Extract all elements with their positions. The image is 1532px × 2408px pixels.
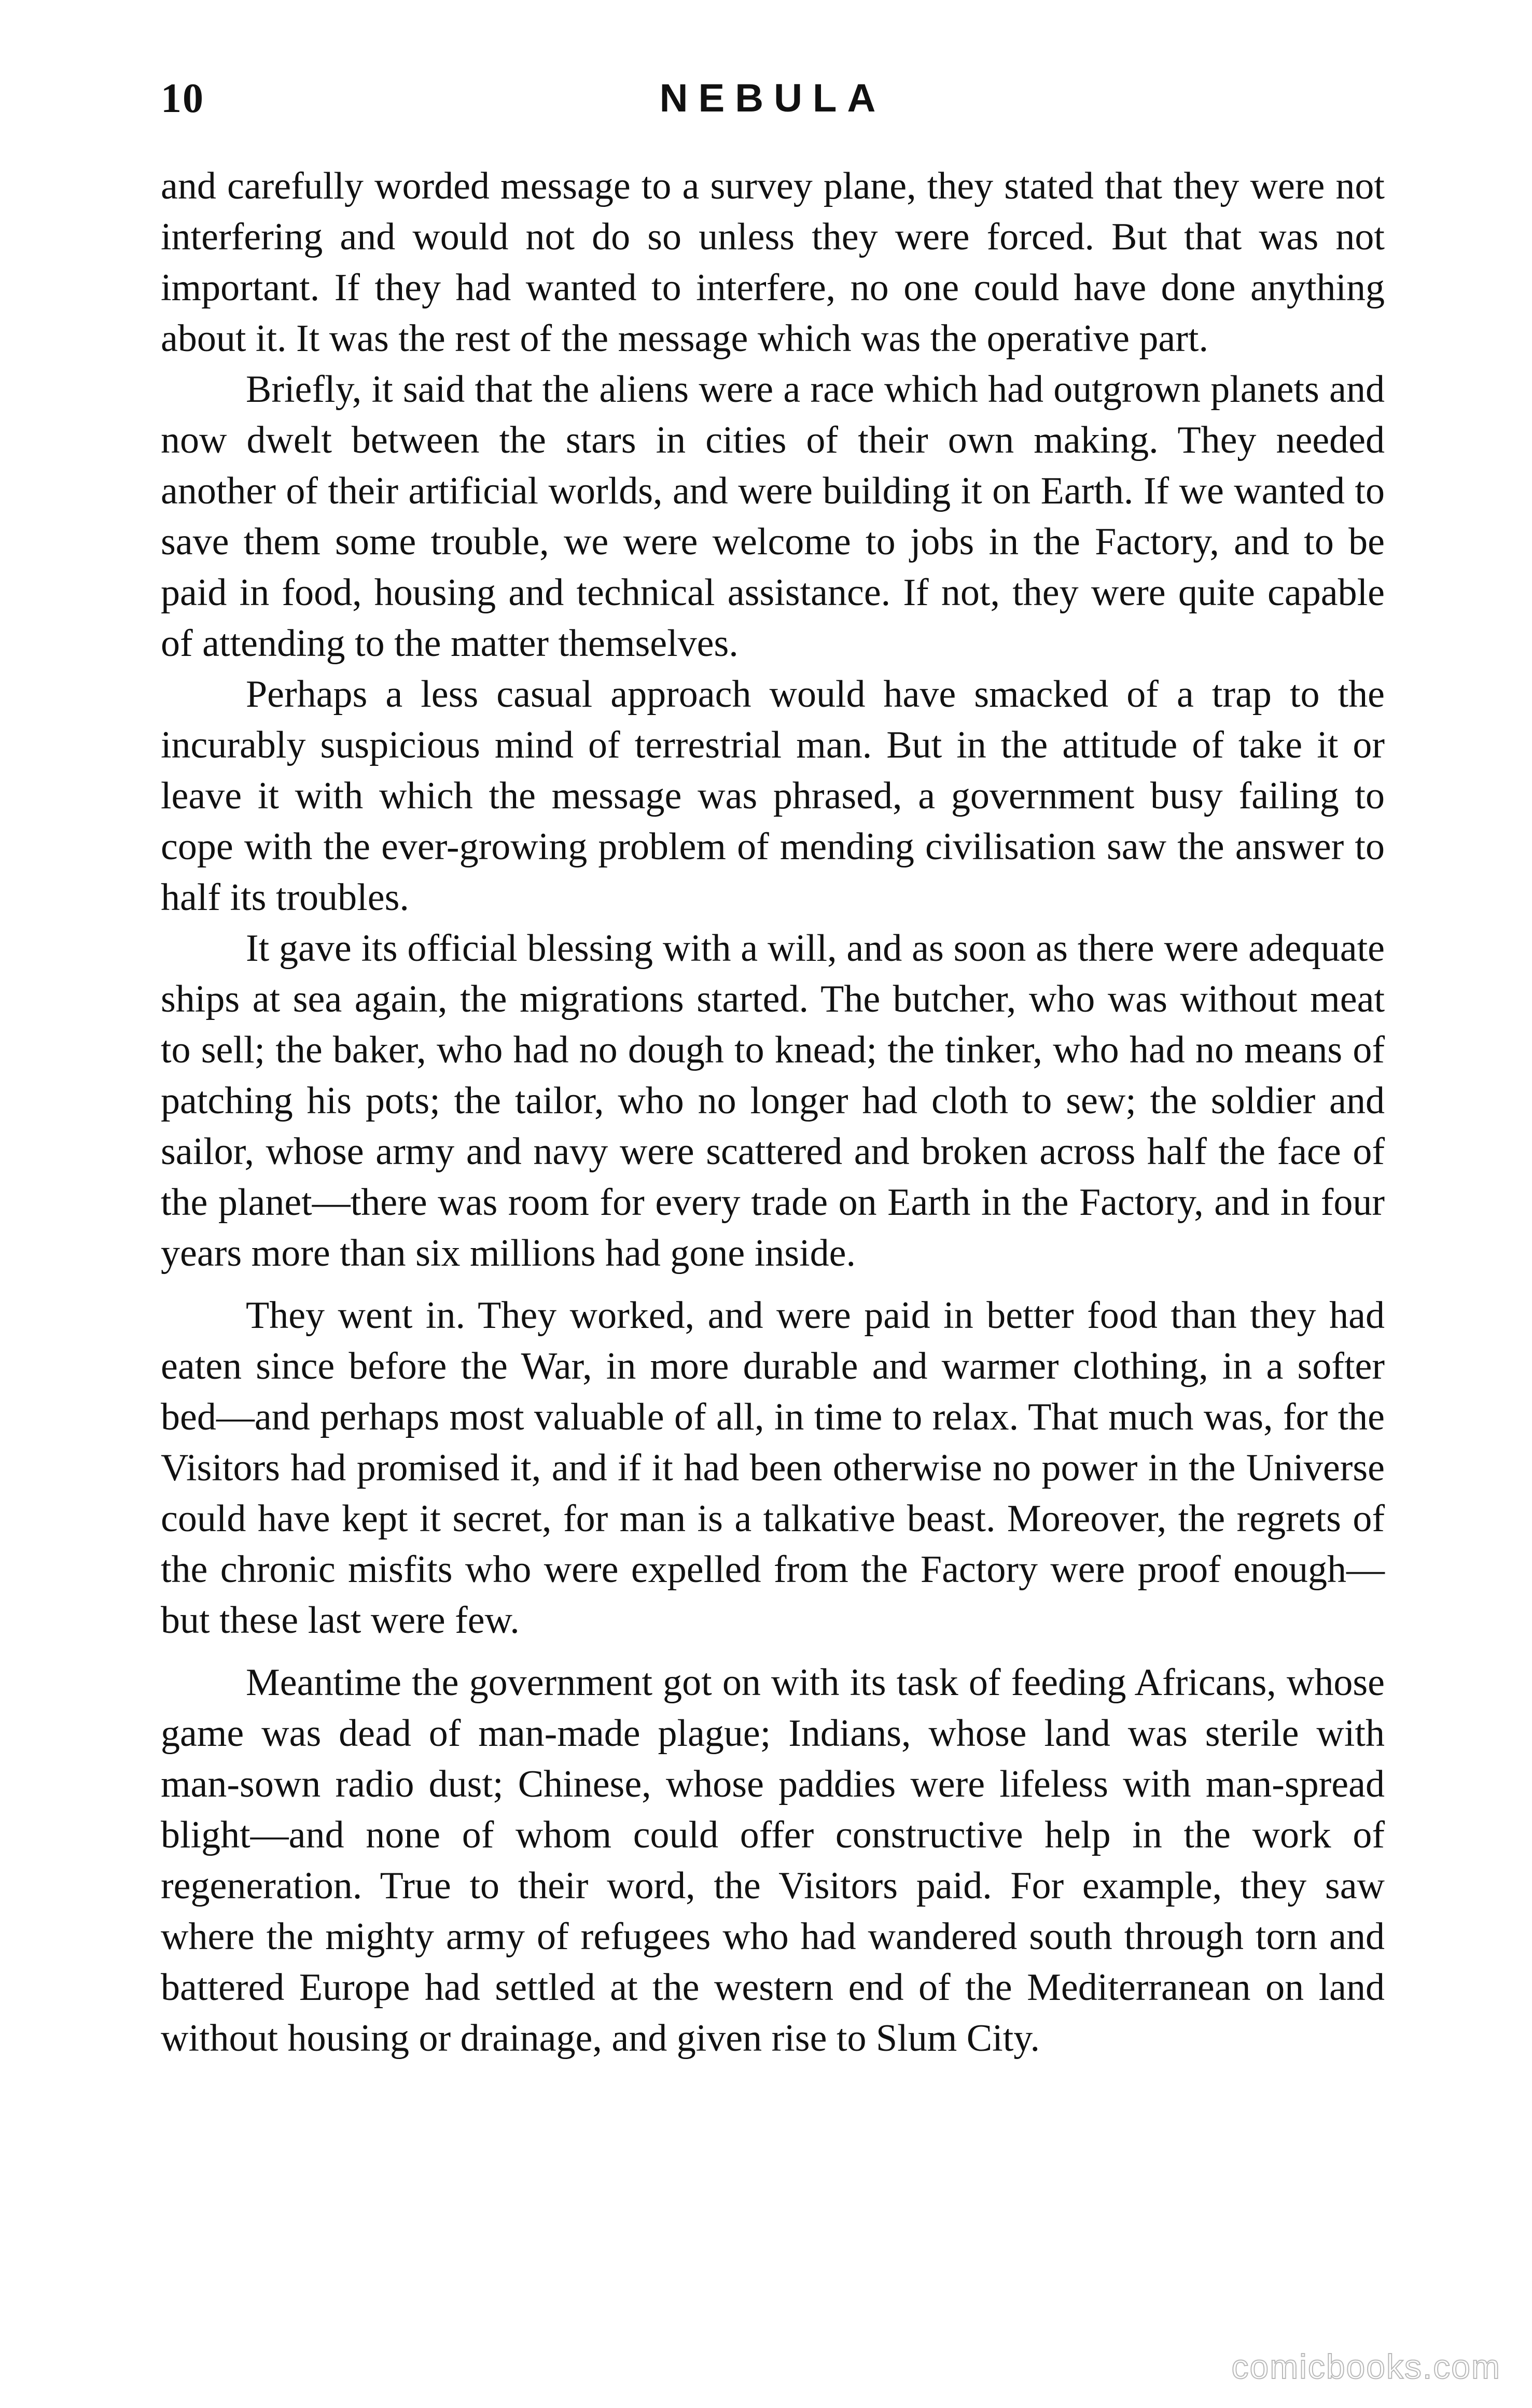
paragraph-5: They went in. They worked, and were paid in better food than they had eaten since before the War, in more durable and warmer clothing, in a softer bed—and perhaps most valuable of all, in time to relax. That much was, for the Visitors had promised it, and if it had been otherwise no power in the Universe could have kept it secret, for man is a talkative beast. Moreover, the regrets of the chronic misfits who were expelled from the Factory were proof enough—but these last were few. (161, 1294, 1385, 1642)
running-head (161, 67, 1385, 130)
paragraph-1: and carefully worded message to a survey plane, they stated that they were not interfering and would not do so unless they were forced. But that was not important. If they had wanted to interfere, no one could have done anything about it. It was the rest of the message which was the operative part. (161, 165, 1385, 360)
watermark: comicbooks.com (1231, 2347, 1501, 2386)
page-number: 10 (161, 76, 204, 121)
body-text (161, 161, 1385, 2064)
running-title: NEBULA (659, 76, 886, 120)
paragraph-3: Perhaps a less casual approach would have smacked of a trap to the incurably suspicious mind of terrestrial man. But in the attitude of take it or leave it with which the message was phrased, a government busy failing to cope with the ever-growing problem of mending civilisation saw the answer to half its troubles. (161, 673, 1385, 919)
paragraph-6: Meantime the government got on with its task of feeding Africans, whose game was dead of man-made plague; Indians, whose land was sterile with man-sown radio dust; Chinese, whose paddies were lifeless with man-spread blight—and none of whom could offer constructive help in the work of regeneration. True to their word, the Visitors paid. For example, they saw where the mighty army of refugees who had wandered south through torn and battered Europe had settled at the western end of the Mediterranean on land without housing or drainage, and given rise to Slum City. (161, 1661, 1385, 2060)
paragraph-2: Briefly, it said that the aliens were a race which had outgrown planets and now dwelt between the stars in cities of their own making. They needed another of their artificial worlds, and were building it on Earth. If we wanted to save them some trouble, we were welcome to jobs in the Factory, and to be paid in food, housing and technical assistance. If not, they were quite capable of attending to the matter themselves. (161, 368, 1385, 665)
paragraph-4: It gave its official blessing with a will, and as soon as there were adequate ships at sea again, the migrations started. The butcher, who was without meat to sell; the baker, who had no dough to knead; the tinker, who had no means of patching his pots; the tailor, who no longer had cloth to sew; the soldier and sailor, whose army and navy were scattered and broken across half the face of the planet—there was room for every trade on Earth in the Factory, and in four years more than six millions had gone inside. (161, 927, 1385, 1275)
